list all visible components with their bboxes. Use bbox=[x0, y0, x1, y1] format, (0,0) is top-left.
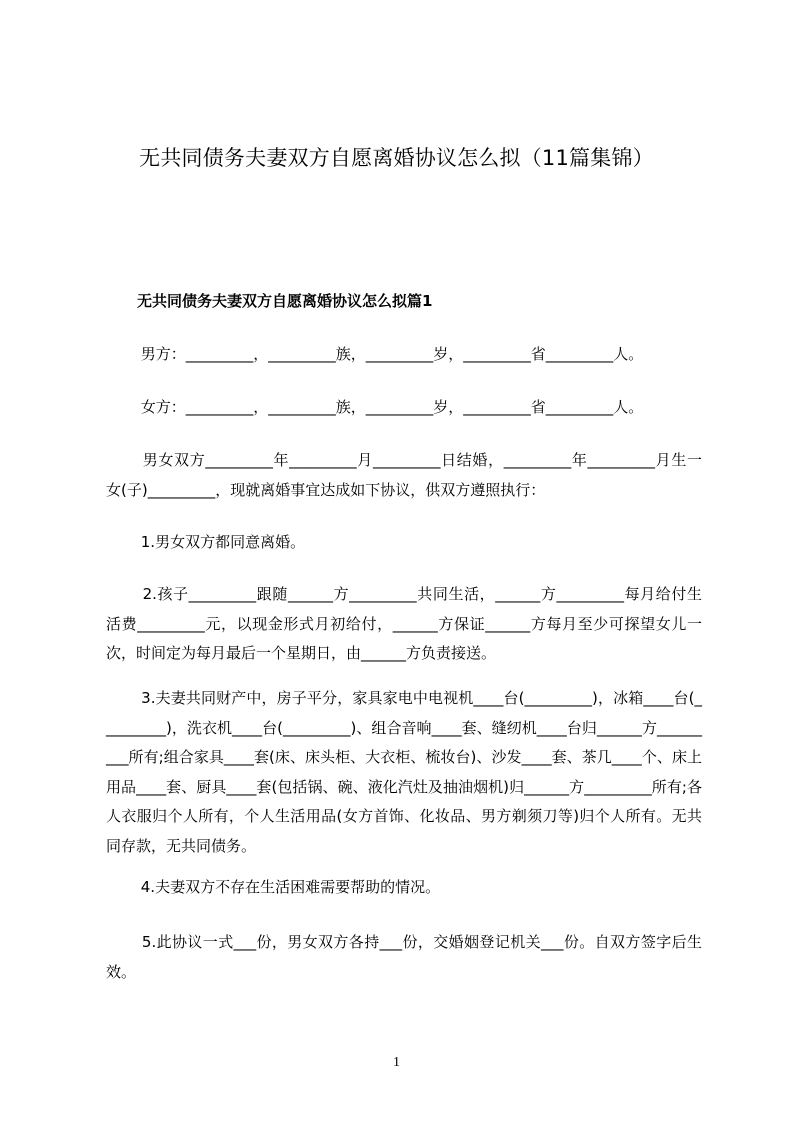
paragraph-clause-1: 1.男女双方都同意离婚。 bbox=[106, 533, 306, 551]
paragraph-marriage-info: 男女双方_________年_________月_________日结婚，_________年_________月生一女(子)_________，现就离婚事宜达成如下协议，供双方遵照执行： bbox=[106, 451, 702, 499]
section-heading: 无共同债务夫妻双方自愿离婚协议怎么拟篇1 bbox=[137, 292, 433, 310]
paragraph-clause-3: 3.夫妻共同财产中，房子平分，家具家电中电视机____台(_________)，冰箱____台(_________)，洗衣机____台(_________)、组合音响____套、缝纫机____台归______方_________所有;组合家具____套(床、床头柜、大衣柜、梳妆台)、沙发____套、茶几____个、床上用品____套、厨具____套(包括锅、碗、液化汽灶及抽油烟机)归______方_________所有;各人衣服归个人所有，个人生活用品(女方首饰、化妆品、男方剃须刀等)归个人所有。无共同存款，无共同债务。 bbox=[106, 689, 702, 855]
page-number: 1 bbox=[393, 1055, 400, 1070]
paragraph-female-party: 女方：_________，_________族，_________岁，_________省_________人。 bbox=[106, 398, 644, 416]
document-title: 无共同债务夫妻双方自愿离婚协议怎么拟（11篇集锦） bbox=[139, 146, 654, 170]
paragraph-clause-5: 5.此协议一式___份，男女双方各持___份，交婚姻登记机关___份。自双方签字后生效。 bbox=[106, 933, 702, 981]
paragraph-clause-4: 4.夫妻双方不存在生活困难需要帮助的情况。 bbox=[106, 878, 441, 896]
paragraph-clause-2: 2.孩子_________跟随______方_________共同生活，______方_________每月给付生活费_________元，以现金形式月初给付，______方保证______方每月至少可探望女儿一次，时间定为每月最后一个星期日，由______方负责接送。 bbox=[106, 585, 702, 662]
paragraph-male-party: 男方：_________，_________族，_________岁，_________省_________人。 bbox=[106, 345, 644, 363]
